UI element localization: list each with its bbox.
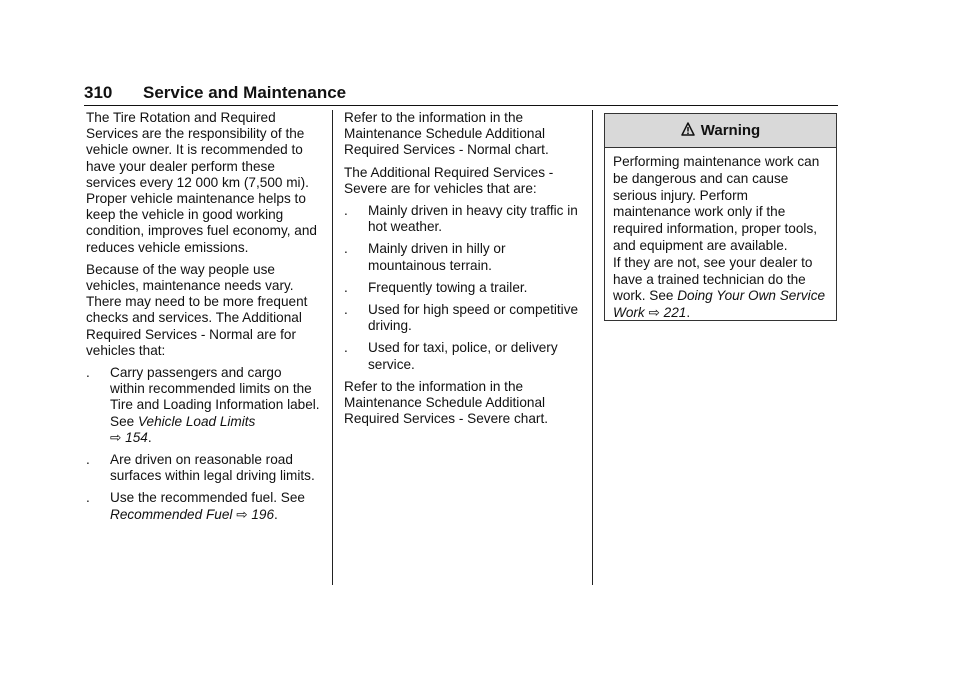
list-item-text: Are driven on reasonable road surfaces within legal driving limits.	[110, 452, 315, 484]
paragraph: The Additional Required Services - Severe are for vehicles that are:	[344, 164, 554, 196]
cross-reference-link[interactable]: Recommended Fuel	[110, 506, 233, 522]
bullet-icon: .	[344, 279, 348, 295]
paragraph: Refer to the information in the Maintenance Schedule Additional Required Services - Severe chart.	[344, 378, 548, 427]
warning-text: Performing maintenance work can be dangerous and can cause serious injury. Perform maintenance work only if the required information, proper tools, and equipment are available.	[613, 154, 820, 253]
cross-reference-link[interactable]: Vehicle Load Limits	[137, 413, 256, 429]
list-item	[86, 452, 320, 484]
page-reference[interactable]: 196	[251, 506, 275, 522]
warning-header	[605, 114, 836, 148]
paragraph: Because of the way people use vehicles, maintenance needs vary. There may need to be more frequent checks and services. The Additional Required Services - Normal are for vehicles that:	[86, 261, 308, 358]
cross-reference-link[interactable]: Doing Your Own Service Work	[613, 288, 826, 321]
period: .	[274, 506, 278, 522]
bullet-icon: .	[344, 340, 348, 356]
bullet-icon: .	[344, 203, 348, 219]
list-item	[86, 365, 320, 446]
warning-body	[605, 148, 836, 322]
text-column-left	[86, 110, 320, 529]
paragraph: The Tire Rotation and Required Services are the responsibility of the vehicle owner. It is recommended to have your dealer perform these services every 12 000 km (7,500 mi). Proper vehicle maintenance helps to keep the vehicle in good working condition, improves fuel economy, and reduces vehicle emissions.	[86, 110, 317, 255]
warning-text-span: If they are not, see your dealer to have a trained technician do the work. See	[613, 254, 813, 304]
column-divider	[592, 110, 593, 585]
text-column-middle	[344, 110, 580, 433]
list-item-text: Use the recommended fuel. See	[110, 490, 305, 506]
page-header	[84, 82, 838, 106]
list-item	[344, 340, 580, 372]
page-ref-arrow-icon: ⇨	[236, 506, 248, 522]
bullet-icon: .	[86, 365, 90, 381]
column-divider	[332, 110, 333, 585]
list-item-text: Used for high speed or competitive driving.	[368, 302, 579, 334]
list-item	[344, 203, 580, 235]
list-item-text: Used for taxi, police, or delivery service.	[368, 340, 558, 372]
warning-triangle-icon	[681, 122, 695, 140]
page-number: 310	[84, 83, 113, 102]
page-ref-arrow-icon: ⇨	[648, 305, 660, 321]
page-reference[interactable]: 221	[663, 305, 687, 321]
section-title: Service and Maintenance	[143, 83, 347, 102]
page-reference[interactable]: 154	[125, 429, 148, 445]
list-item-text: Mainly driven in heavy city traffic in hot weather.	[368, 203, 578, 235]
list-item-text: Frequently towing a trailer.	[368, 279, 528, 295]
paragraph: Refer to the information in the Maintenance Schedule Additional Required Services - Normal chart.	[344, 110, 549, 158]
warning-text	[613, 255, 828, 322]
list-item	[344, 302, 580, 334]
bullet-icon: .	[86, 490, 90, 506]
bullet-icon: .	[344, 241, 348, 257]
period: .	[686, 305, 691, 321]
list-item	[344, 280, 580, 296]
warning-box	[604, 113, 837, 321]
list-item	[344, 241, 580, 273]
page-ref-arrow-icon: ⇨	[110, 429, 122, 445]
list-item	[86, 490, 320, 522]
warning-title: Warning	[700, 122, 761, 139]
bullet-icon: .	[86, 452, 90, 468]
list-item-text: Mainly driven in hilly or mountainous terrain.	[368, 241, 506, 273]
list-item-text: Carry passengers and cargo within recommended limits on the Tire and Loading Information label. See	[110, 365, 320, 429]
bullet-icon: .	[344, 302, 348, 318]
period: .	[147, 429, 152, 445]
